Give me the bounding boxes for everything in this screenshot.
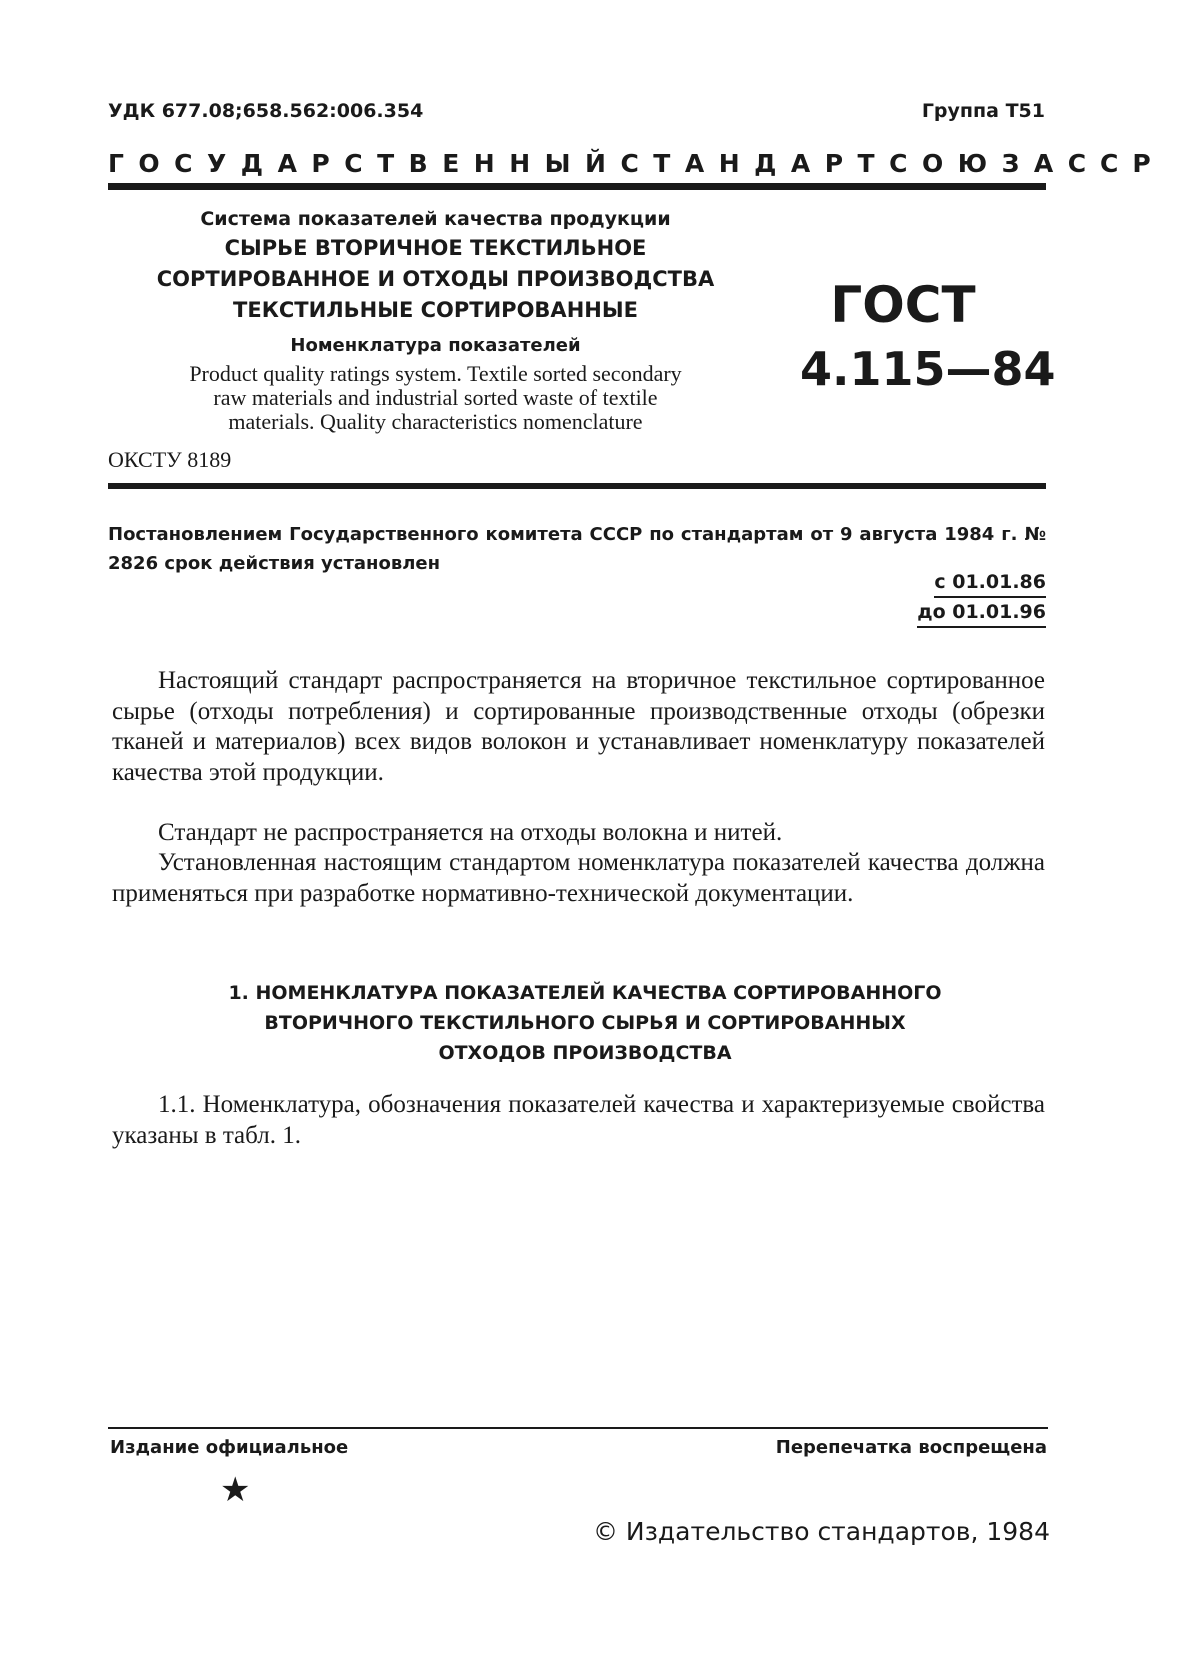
clause-paragraph: 1.1. Номенклатура, обозначения показателей качества и характеризуемые свойства указаны в табл. 1. bbox=[112, 1091, 1045, 1149]
title-word: СОЮЗА bbox=[889, 148, 1068, 178]
star-icon: ★ bbox=[220, 1472, 251, 1509]
title-word: ССР bbox=[1067, 148, 1165, 178]
english-title-line: Product quality ratings system. Textile sorted secondary bbox=[189, 361, 682, 386]
group-code: Группа Т51 bbox=[921, 100, 1045, 122]
footer-divider bbox=[108, 1427, 1048, 1429]
product-title-line: СОРТИРОВАННОЕ И ОТХОДЫ ПРОИЗВОДСТВА bbox=[156, 267, 715, 291]
english-title-line: materials. Quality characteristics nomenclature bbox=[228, 409, 643, 434]
udk-code: УДК 677.08;658.562:006.354 bbox=[108, 100, 424, 122]
section-heading bbox=[160, 978, 1010, 1068]
scope-paragraph: Настоящий стандарт распространяется на вторичное текстильное сортированное сырье (отходы потребления) и сортированные производственные отходы (обрезки тканей и материалов) всех видов волокон и устанавливает номенклатуру показателей качества этой продукции. bbox=[112, 667, 1045, 786]
okstu-code: ОКСТУ 8189 bbox=[108, 447, 232, 472]
publisher-copyright: © Издательство стандартов, 1984 bbox=[592, 1517, 1050, 1546]
product-title-line: СЫРЬЕ ВТОРИЧНОЕ ТЕКСТИЛЬНОЕ bbox=[224, 236, 647, 260]
section-heading-line: ОТХОДОВ ПРОИЗВОДСТВА bbox=[438, 1042, 732, 1064]
valid-to-date: до 01.01.96 bbox=[917, 601, 1046, 628]
application-paragraph: Установленная настоящим стандартом номенклатура показателей качества должна применяться при разработке нормативно-технической документации. bbox=[112, 849, 1045, 907]
gost-number: 4.115—84 bbox=[800, 342, 1056, 396]
reprint-notice: Перепечатка воспрещена bbox=[775, 1437, 1047, 1458]
title-word: СТАНДАРТ bbox=[620, 148, 890, 178]
title-block-divider bbox=[108, 483, 1046, 489]
english-title bbox=[108, 362, 763, 434]
exclusion-paragraph: Стандарт не распространяется на отходы волокна и нитей. bbox=[158, 819, 783, 846]
official-edition-label: Издание официальное bbox=[110, 1437, 349, 1458]
gost-label: ГОСТ bbox=[830, 276, 976, 334]
system-name: Система показателей качества продукции bbox=[200, 208, 671, 230]
state-standard-title bbox=[108, 148, 1165, 178]
product-title bbox=[108, 233, 763, 326]
product-title-line: ТЕКСТИЛЬНЫЕ СОРТИРОВАННЫЕ bbox=[233, 298, 638, 322]
section-heading-line: 1. НОМЕНКЛАТУРА ПОКАЗАТЕЛЕЙ КАЧЕСТВА СОРТИРОВАННОГО bbox=[228, 982, 942, 1004]
decree-text: Постановлением Государственного комитета СССР по стандартам от 9 августа 1984 г. № 2826 срок действия установлен bbox=[108, 524, 1046, 574]
english-title-line: raw materials and industrial sorted waste of textile bbox=[213, 385, 658, 410]
valid-from-date: с 01.01.86 bbox=[934, 571, 1046, 598]
title-word: ГОСУДАРСТВЕННЫЙ bbox=[108, 148, 621, 178]
section-heading-line: ВТОРИЧНОГО ТЕКСТИЛЬНОГО СЫРЬЯ И СОРТИРОВАННЫХ bbox=[264, 1012, 906, 1034]
nomenclature-subtitle: Номенклатура показателей bbox=[290, 335, 581, 356]
header-divider bbox=[108, 183, 1046, 190]
